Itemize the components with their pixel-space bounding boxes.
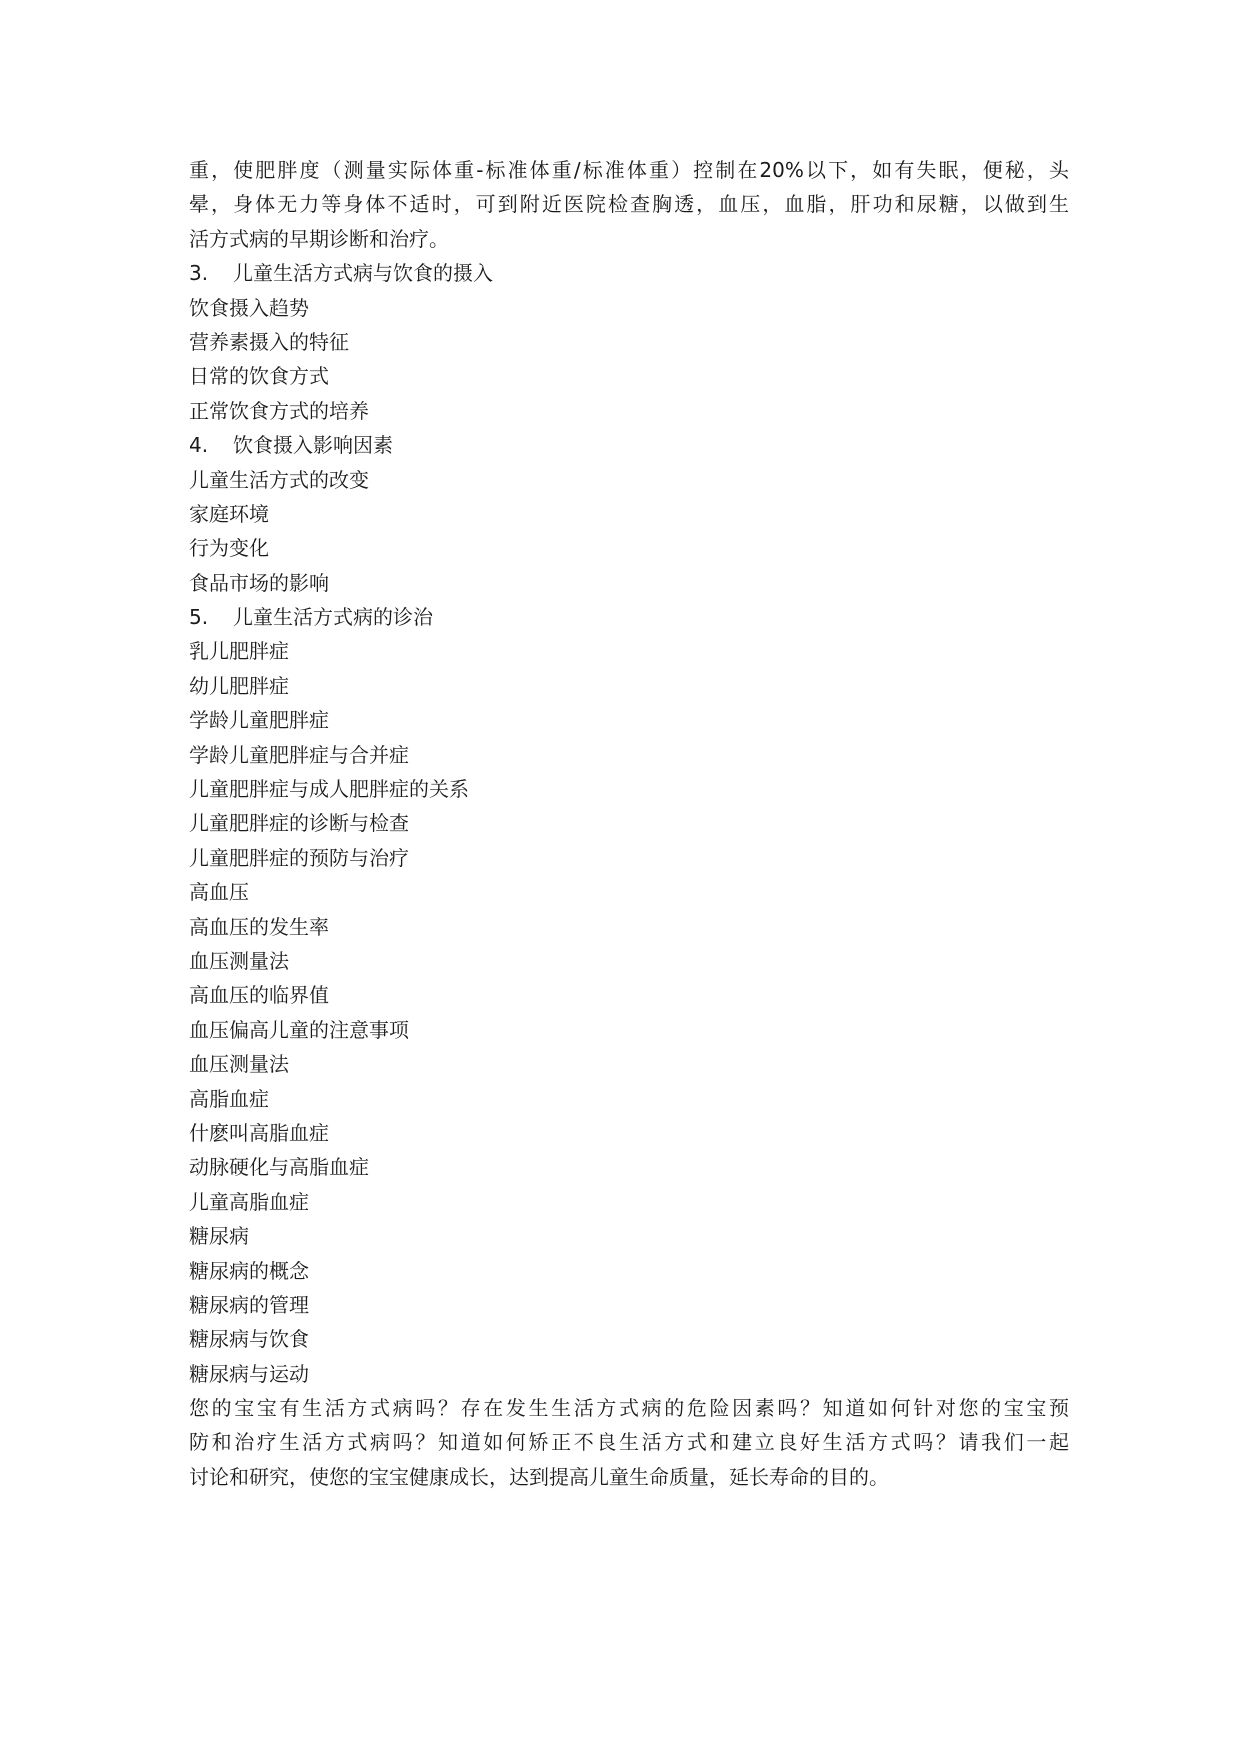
list-item: 动脉硬化与高脂血症 — [189, 1155, 369, 1180]
list-item: 儿童肥胖症与成人肥胖症的关系 — [189, 777, 469, 802]
list-item: 高血压的发生率 — [189, 914, 329, 939]
section-3-heading — [189, 256, 1069, 290]
list-item: 幼儿肥胖症 — [189, 673, 289, 698]
list-item: 饮食摄入趋势 — [189, 295, 309, 320]
list-item: 糖尿病 — [189, 1224, 249, 1249]
list-item: 高脂血症 — [189, 1086, 269, 1111]
list-item: 糖尿病与饮食 — [189, 1327, 309, 1352]
intro-paragraph — [189, 153, 1069, 256]
list-item: 营养素摄入的特征 — [189, 329, 349, 354]
list-item: 学龄儿童肥胖症 — [189, 708, 329, 733]
intro-line-2: 晕，身体无力等身体不适时，可到附近医院检查胸透，血压，血脂，肝功和尿糖，以做到生 — [189, 192, 1069, 217]
list-item: 血压测量法 — [189, 948, 289, 973]
section-5-title: 儿童生活方式病的诊治 — [233, 605, 433, 630]
list-item: 糖尿病的管理 — [189, 1292, 309, 1317]
list-item: 食品市场的影响 — [189, 570, 329, 595]
closing-paragraph — [189, 1391, 1069, 1494]
section-5-number: 5. — [189, 605, 209, 630]
section-3-title: 儿童生活方式病与饮食的摄入 — [233, 261, 493, 286]
section-3-number: 3. — [189, 261, 209, 286]
list-item: 糖尿病的概念 — [189, 1258, 309, 1283]
section-5-heading — [189, 600, 1069, 634]
list-item: 学龄儿童肥胖症与合并症 — [189, 742, 409, 767]
section-4-number: 4. — [189, 433, 209, 458]
list-item: 儿童生活方式的改变 — [189, 467, 369, 492]
list-item: 高血压 — [189, 880, 249, 905]
list-item: 行为变化 — [189, 536, 269, 561]
list-item: 血压测量法 — [189, 1052, 289, 1077]
list-item: 糖尿病与运动 — [189, 1361, 309, 1386]
list-item: 儿童肥胖症的诊断与检查 — [189, 811, 409, 836]
list-item: 血压偏高儿童的注意事项 — [189, 1017, 409, 1042]
list-item: 日常的饮食方式 — [189, 364, 329, 389]
list-item: 家庭环境 — [189, 501, 269, 526]
section-4-title: 饮食摄入影响因素 — [233, 433, 393, 458]
document-body — [189, 153, 1069, 1494]
list-item: 儿童高脂血症 — [189, 1189, 309, 1214]
intro-line-3: 活方式病的早期诊断和治疗。 — [189, 226, 449, 251]
intro-line-1: 重，使肥胖度（测量实际体重-标准体重/标准体重）控制在20%以下，如有失眠，便秘，头 — [189, 158, 1069, 182]
closing-line-2: 防和治疗生活方式病吗？知道如何矫正不良生活方式和建立良好生活方式吗？请我们一起 — [189, 1430, 1069, 1455]
section-4-heading — [189, 428, 1069, 462]
list-item: 儿童肥胖症的预防与治疗 — [189, 845, 409, 870]
closing-line-3: 讨论和研究，使您的宝宝健康成长，达到提高儿童生命质量，延长寿命的目的。 — [189, 1464, 889, 1489]
list-item: 什麽叫高脂血症 — [189, 1120, 329, 1145]
list-item: 乳儿肥胖症 — [189, 639, 289, 664]
list-item: 高血压的临界值 — [189, 983, 329, 1008]
closing-line-1: 您的宝宝有生活方式病吗？存在发生生活方式病的危险因素吗？知道如何针对您的宝宝预 — [189, 1396, 1069, 1421]
list-item: 正常饮食方式的培养 — [189, 398, 369, 423]
